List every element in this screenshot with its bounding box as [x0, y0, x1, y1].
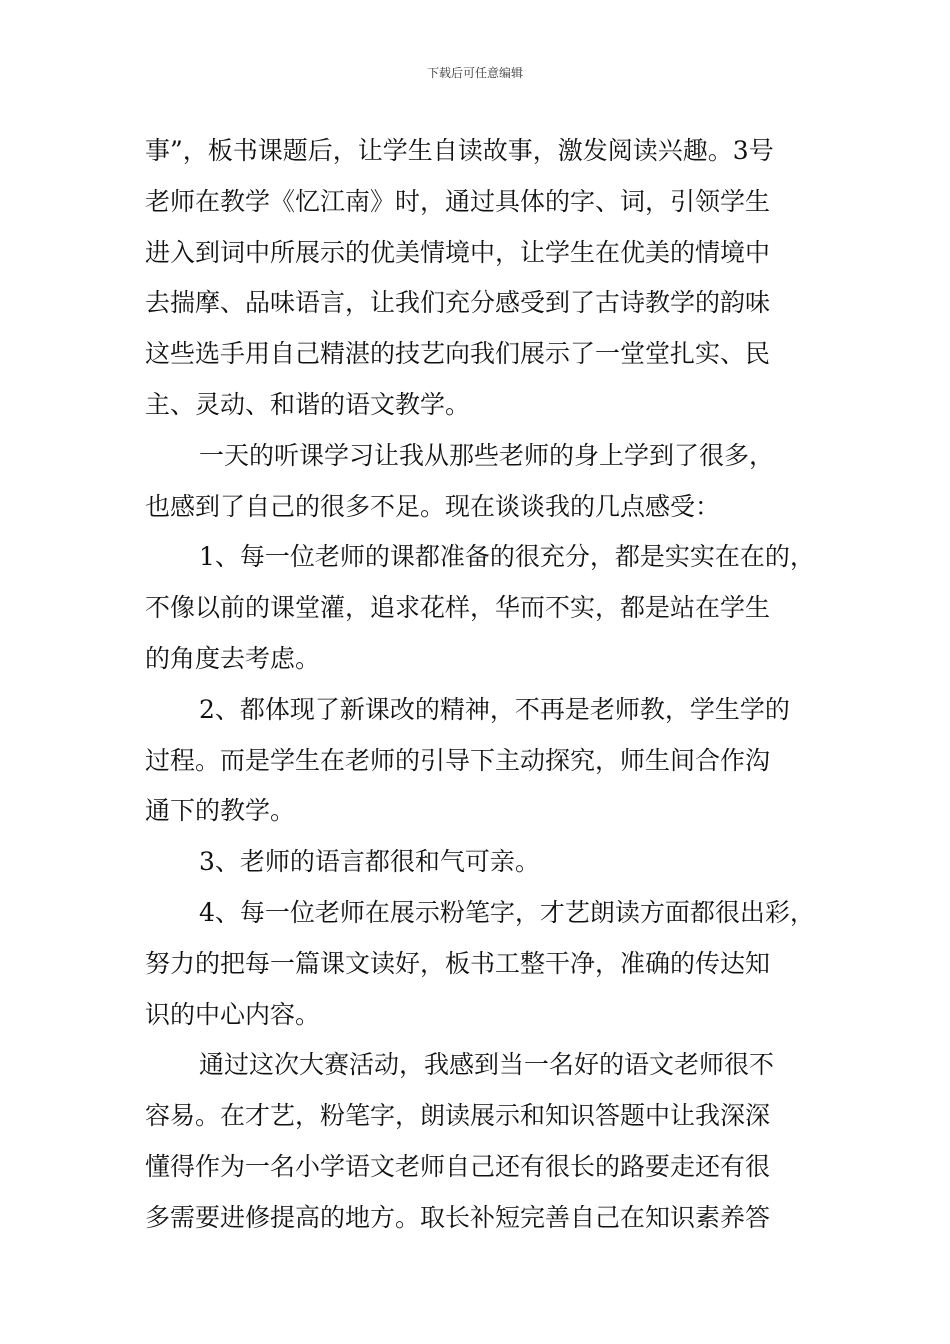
- text-line: 主、灵动、和谐的语文教学。: [145, 389, 471, 419]
- text-line: 进入到词中所展示的优美情境中，让学生在优美的情境中: [145, 237, 771, 267]
- text-line: 通下的教学。: [145, 796, 296, 826]
- text-line: 一天的听课学习让我从那些老师的身上学到了很多，: [199, 440, 775, 470]
- text-line: 识的中心内容。: [145, 999, 321, 1029]
- body-text: [145, 126, 817, 1244]
- text-line: 通过这次大赛活动，我感到当一名好的语文老师很不: [199, 1050, 775, 1080]
- text-line: 过程。而是学生在老师的引导下主动探究，师生间合作沟: [145, 745, 771, 775]
- text-line: 的角度去考虑。: [145, 643, 321, 673]
- page-header-note: 下载后可任意编辑: [426, 66, 523, 80]
- text-line: 容易。在才艺，粉笔字，朗读展示和知识答题中让我深深: [145, 1101, 771, 1131]
- text-line: 1、每一位老师的课都准备的很充分，都是实实在在的，: [199, 542, 815, 572]
- text-line: 多需要进修提高的地方。取长补短完善自己在知识素养答: [145, 1202, 771, 1232]
- text-line: 事”，板书课题后，让学生自读故事，激发阅读兴趣。3号: [145, 136, 774, 165]
- text-line: 3、老师的语言都很和气可亲。: [199, 847, 540, 877]
- text-line: 懂得作为一名小学语文老师自己还有很长的路要走还有很: [145, 1151, 771, 1181]
- text-line: 也感到了自己的很多不足。现在谈谈我的几点感受：: [145, 491, 721, 521]
- text-line: 努力的把每一篇课文读好，板书工整干净，准确的传达知: [145, 948, 771, 978]
- text-line: 这些选手用自己精湛的技艺向我们展示了一堂堂扎实、民: [145, 339, 771, 369]
- text-line: 不像以前的课堂灌，追求花样，华而不实，都是站在学生: [145, 593, 771, 623]
- text-line: 老师在教学《忆江南》时，通过具体的字、词，引领学生: [145, 186, 771, 216]
- text-line: 4、每一位老师在展示粉笔字，才艺朗读方面都很出彩，: [199, 897, 815, 927]
- text-line: 去揣摩、品味语言，让我们充分感受到了古诗教学的韵味: [145, 288, 771, 318]
- text-line: 2、都体现了新课改的精神，不再是老师教，学生学的: [199, 694, 790, 724]
